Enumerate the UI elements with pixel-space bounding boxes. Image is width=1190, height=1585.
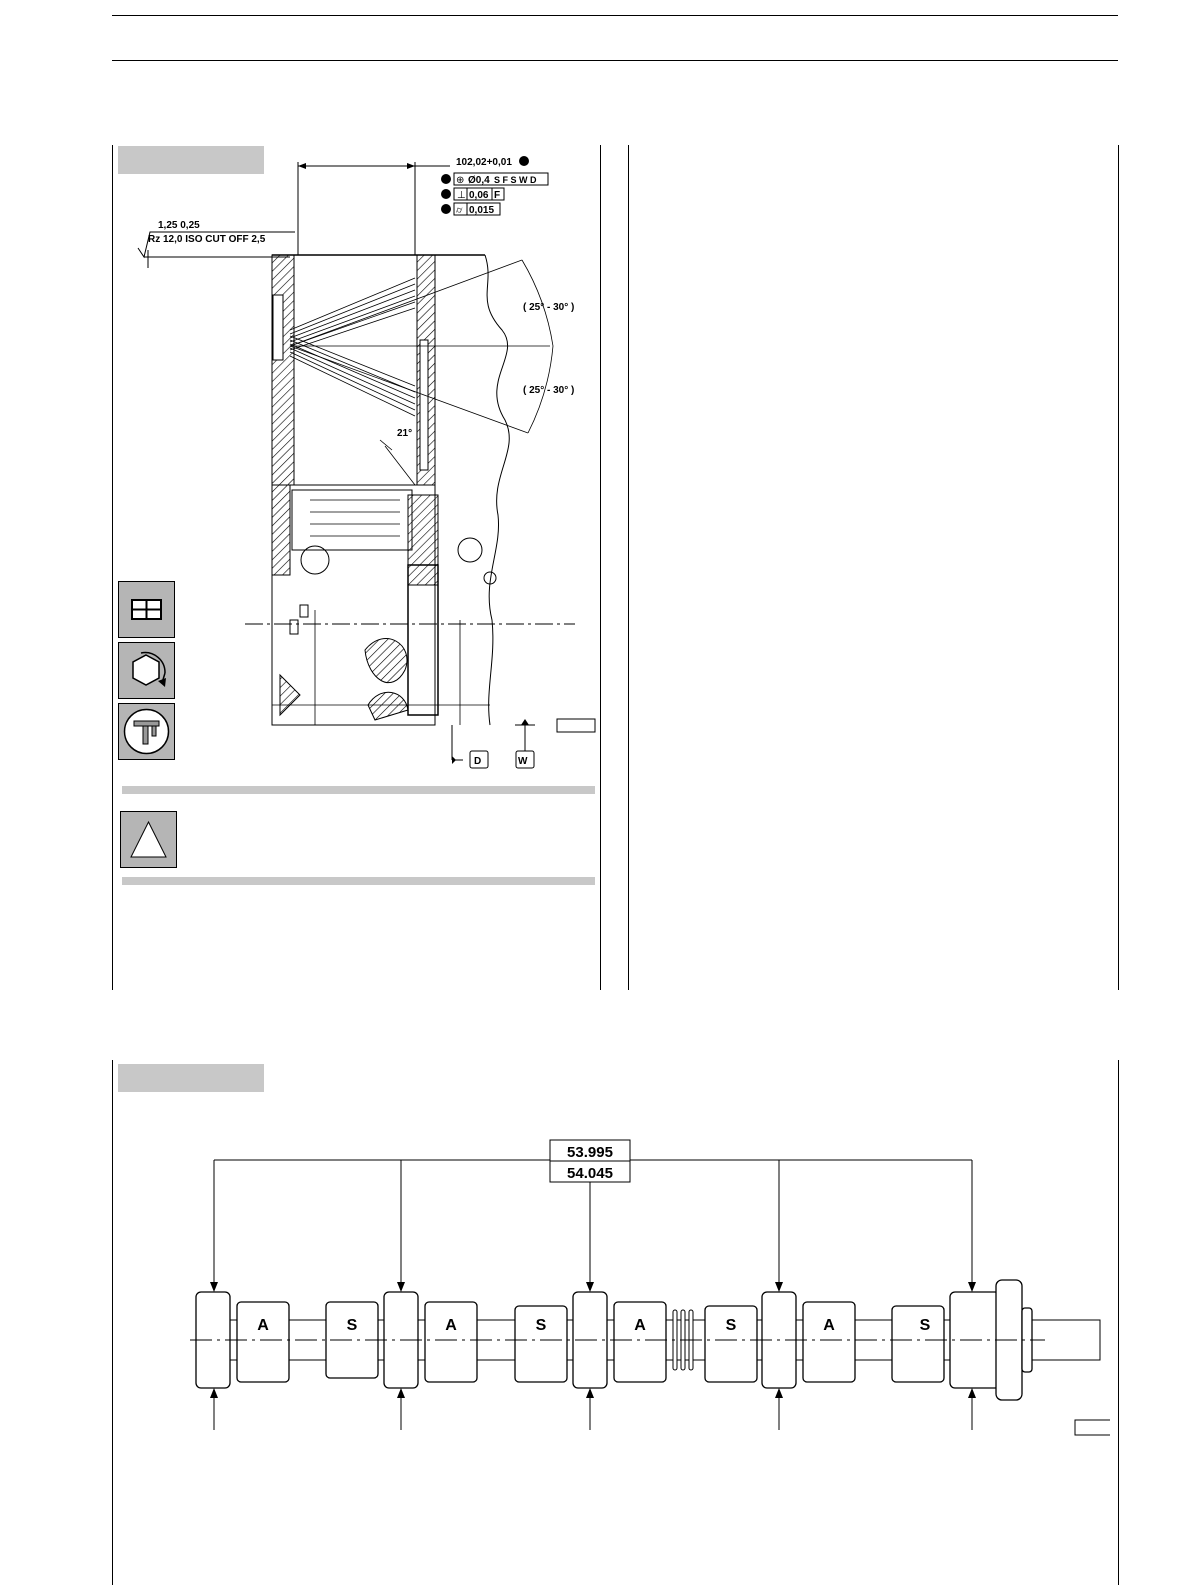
- datum-d-label: D: [474, 756, 482, 767]
- figure-label-box-2: [118, 1064, 264, 1092]
- tol-cyl-value: 0,015: [469, 205, 495, 216]
- svg-text:⌭: ⌭: [456, 205, 463, 215]
- tol-perp-datum: F: [494, 190, 501, 201]
- datum-w-label: W: [518, 756, 528, 767]
- lobe-label-6: S: [725, 1317, 737, 1334]
- figure-ref-box-2: [1075, 1420, 1110, 1435]
- header-line-bottom: [112, 60, 1118, 61]
- lobe-label-1: A: [257, 1317, 269, 1334]
- lobe-label-2: S: [346, 1317, 358, 1334]
- angle-upper-label: ( 25° - 30° ): [523, 302, 575, 313]
- lobe-label-8: S: [919, 1317, 931, 1334]
- roughness-line-2: Rz 12,0 ISO CUT OFF 2,5: [148, 234, 266, 245]
- svg-text:⊕: ⊕: [456, 175, 465, 186]
- warning-bar-top: [122, 786, 595, 794]
- right-margin-line-upper: [1118, 145, 1119, 990]
- dim-bore-diameter: 102,02+0,01: [456, 157, 512, 168]
- angle-21-label: 21°: [397, 428, 413, 439]
- warning-bar-bottom: [122, 877, 595, 885]
- dim-journal-lower: 54.045: [567, 1165, 613, 1182]
- svg-text:⊥: ⊥: [457, 190, 466, 201]
- warning-triangle-icon: [120, 811, 177, 868]
- header-line-top: [112, 15, 1118, 16]
- left-margin-line-lower: [112, 1060, 113, 1585]
- lobe-label-3: A: [445, 1317, 457, 1334]
- lobe-label-4: S: [535, 1317, 547, 1334]
- tol-position-value: Ø0,4: [468, 175, 490, 186]
- lobe-label-5: A: [634, 1317, 646, 1334]
- tol-position-mods: S F S W D: [494, 175, 537, 185]
- figure-ref-box-1: [557, 719, 595, 732]
- left-margin-line-upper: [112, 145, 113, 990]
- column-divider-right: [628, 145, 629, 990]
- lobe-label-7: A: [823, 1317, 835, 1334]
- roughness-line-1: 1,25 0,25: [158, 220, 200, 231]
- column-divider-left: [600, 145, 601, 990]
- tol-perp-value: 0,06: [469, 190, 489, 201]
- camshaft-drawing: [150, 1130, 1110, 1450]
- dim-journal-upper: 53.995: [567, 1144, 613, 1161]
- cylinder-bore-drawing: [130, 150, 600, 780]
- angle-lower-label: ( 25° - 30° ): [523, 385, 575, 396]
- right-margin-line-lower: [1118, 1060, 1119, 1585]
